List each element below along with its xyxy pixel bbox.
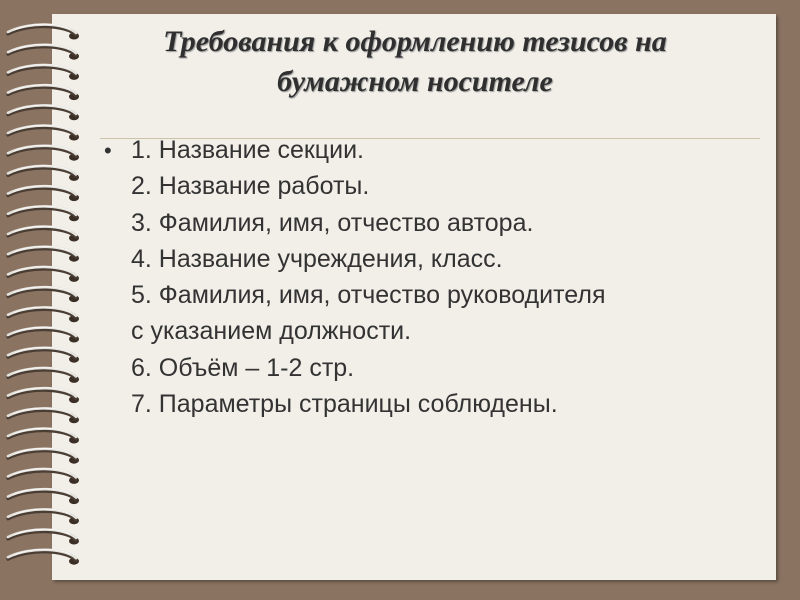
list-item: 4. Название учреждения, класс. bbox=[131, 244, 503, 273]
list-item: 1. Название секции. bbox=[131, 136, 364, 164]
bullet-marker: • bbox=[104, 138, 112, 163]
slide-title bbox=[80, 22, 750, 102]
list-item: с указанием должности. bbox=[131, 317, 412, 346]
slide-title-line-1: Требования к оформлению тезисов на bbox=[163, 25, 667, 58]
requirements-list bbox=[131, 132, 771, 422]
list-item: 3. Фамилия, имя, отчество автора. bbox=[131, 208, 534, 237]
list-item: 6. Объём – 1-2 стр. bbox=[131, 353, 355, 382]
list-item: 5. Фамилия, имя, отчество руководителя bbox=[131, 281, 606, 310]
list-item: 7. Параметры страницы соблюдены. bbox=[131, 390, 558, 419]
slide-title-line-2: бумажном носителе bbox=[277, 65, 553, 98]
list-item: 2. Название работы. bbox=[131, 172, 370, 201]
